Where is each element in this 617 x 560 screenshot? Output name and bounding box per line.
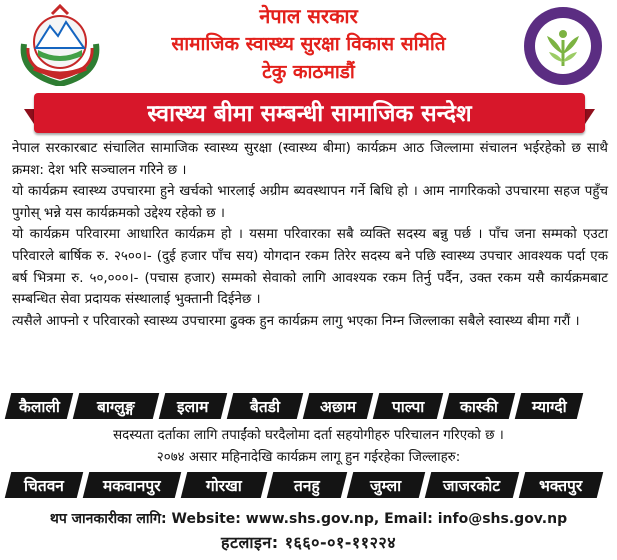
- district-tag: [227, 393, 303, 419]
- district-tag: [267, 472, 347, 498]
- district-label: चितवन: [24, 477, 64, 495]
- paragraph-program-intro: नेपाल सरकारबाट संचालित सामाजिक स्वास्थ्य सुरक्षा (स्वास्थ्य बीमा) कार्यक्रम आठ जिल्लामा संचालन भईरहेको छ साथै क्रमश: देश भरि सञ्चालन गरिने छ ।: [12, 141, 608, 178]
- district-label: बैतडी: [250, 398, 280, 416]
- district-label: भक्तपुर: [539, 477, 583, 495]
- paragraph-family-contribution: यो कार्यक्रम परिवारमा आधारित कार्यक्रम हो । यसमा परिवारका सबै व्यक्ति सदस्य बन्नु पर्छ । पाँच जना सम्मको एउटा परिवारले बार्षिक रु. २५००।- (दुई हजार पाँच सय) योगदान रकम तिरेर सदस्य बने पछि स्वास्थ्य उपचार आवश्यक पर्दा एक बर्ष भित्रमा रु. ५०,०००।- (पचास हजार) सम्मको सेवाको लागि आवश्यक रकम तिर्नु पर्दैन, उक्त रकम यसै कार्यक्रमबाट सम्बन्धित सेवा प्रदायक संस्थालाई भुक्तानी दिईनेछ ।: [12, 227, 608, 308]
- district-tag: [515, 393, 583, 419]
- current-districts-row: [8, 393, 580, 419]
- district-label: पाल्पा: [391, 398, 425, 416]
- district-tag: [519, 472, 603, 498]
- district-tag: [347, 472, 425, 498]
- district-tag: [5, 393, 73, 419]
- office-location: टेकु काठमाडौं: [262, 61, 355, 83]
- upcoming-districts-heading: २०७४ असार महिनादेखि कार्यक्रम लागू हुन गईरहेका जिल्लाहरु:: [156, 450, 461, 465]
- district-label: इलाम: [177, 398, 209, 416]
- district-label: तनहु: [294, 477, 320, 495]
- district-tag: [443, 393, 515, 419]
- district-label: कास्की: [460, 398, 498, 416]
- social-health-security-logo-icon: [521, 4, 605, 88]
- district-label: कैलाली: [18, 398, 60, 416]
- upcoming-districts-row: [8, 472, 600, 498]
- district-label: गोरखा: [206, 477, 242, 495]
- district-tag: [181, 472, 267, 498]
- page-header: [0, 0, 617, 95]
- contact-info: थप जानकारीका लागि: Website: www.shs.gov.np, Email: info@shs.gov.np: [49, 511, 568, 527]
- district-tag: [5, 472, 83, 498]
- district-label: बाग्लुङ्ग: [97, 398, 135, 416]
- district-label: म्याग्दी: [531, 398, 567, 416]
- hotline-number: हटलाइन: १६६०-०१-११२२४: [220, 533, 397, 552]
- registration-note: सदस्यता दर्ताका लागि तपाईंको घरदैलोमा दर्ता सहयोगीहरु परिचालन गरिएको छ ।: [113, 428, 504, 443]
- district-tag: [73, 393, 159, 419]
- district-label: अछाम: [320, 398, 356, 416]
- title-banner: [28, 93, 591, 133]
- paragraph-program-purpose: यो कार्यक्रम स्वास्थ्य उपचारमा हुने खर्चको भारलाई अग्रीम ब्यवस्थापन गर्ने बिधि हो । आम नागरिकको उपचारमा सहज पहुँच पुगोस् भन्ने यस कार्यक्रमको उद्देश्य रहेको छ ।: [12, 184, 608, 221]
- banner-title: स्वास्थ्य बीमा सम्बन्धी सामाजिक सन्देश: [147, 101, 472, 127]
- district-label: जुम्ला: [370, 477, 402, 495]
- district-label: मकवानपुर: [103, 477, 161, 495]
- district-label: जाजरकोट: [443, 477, 501, 495]
- paragraph-call-to-action: त्यसैले आफ्नो र परिवारको स्वास्थ्य उपचारमा ढुक्क हुन कार्यक्रम लागु भएका निम्न जिल्लाका सबैले स्वास्थ्य बीमा गरौं ।: [12, 313, 580, 329]
- district-tag: [373, 393, 443, 419]
- district-tag: [303, 393, 373, 419]
- government-name: नेपाल सरकार: [259, 4, 358, 28]
- district-tag: [425, 472, 519, 498]
- district-tag: [83, 472, 181, 498]
- message-body: [12, 138, 608, 332]
- committee-name: सामाजिक स्वास्थ्य सुरक्षा विकास समिति: [171, 33, 446, 55]
- district-tag: [159, 393, 227, 419]
